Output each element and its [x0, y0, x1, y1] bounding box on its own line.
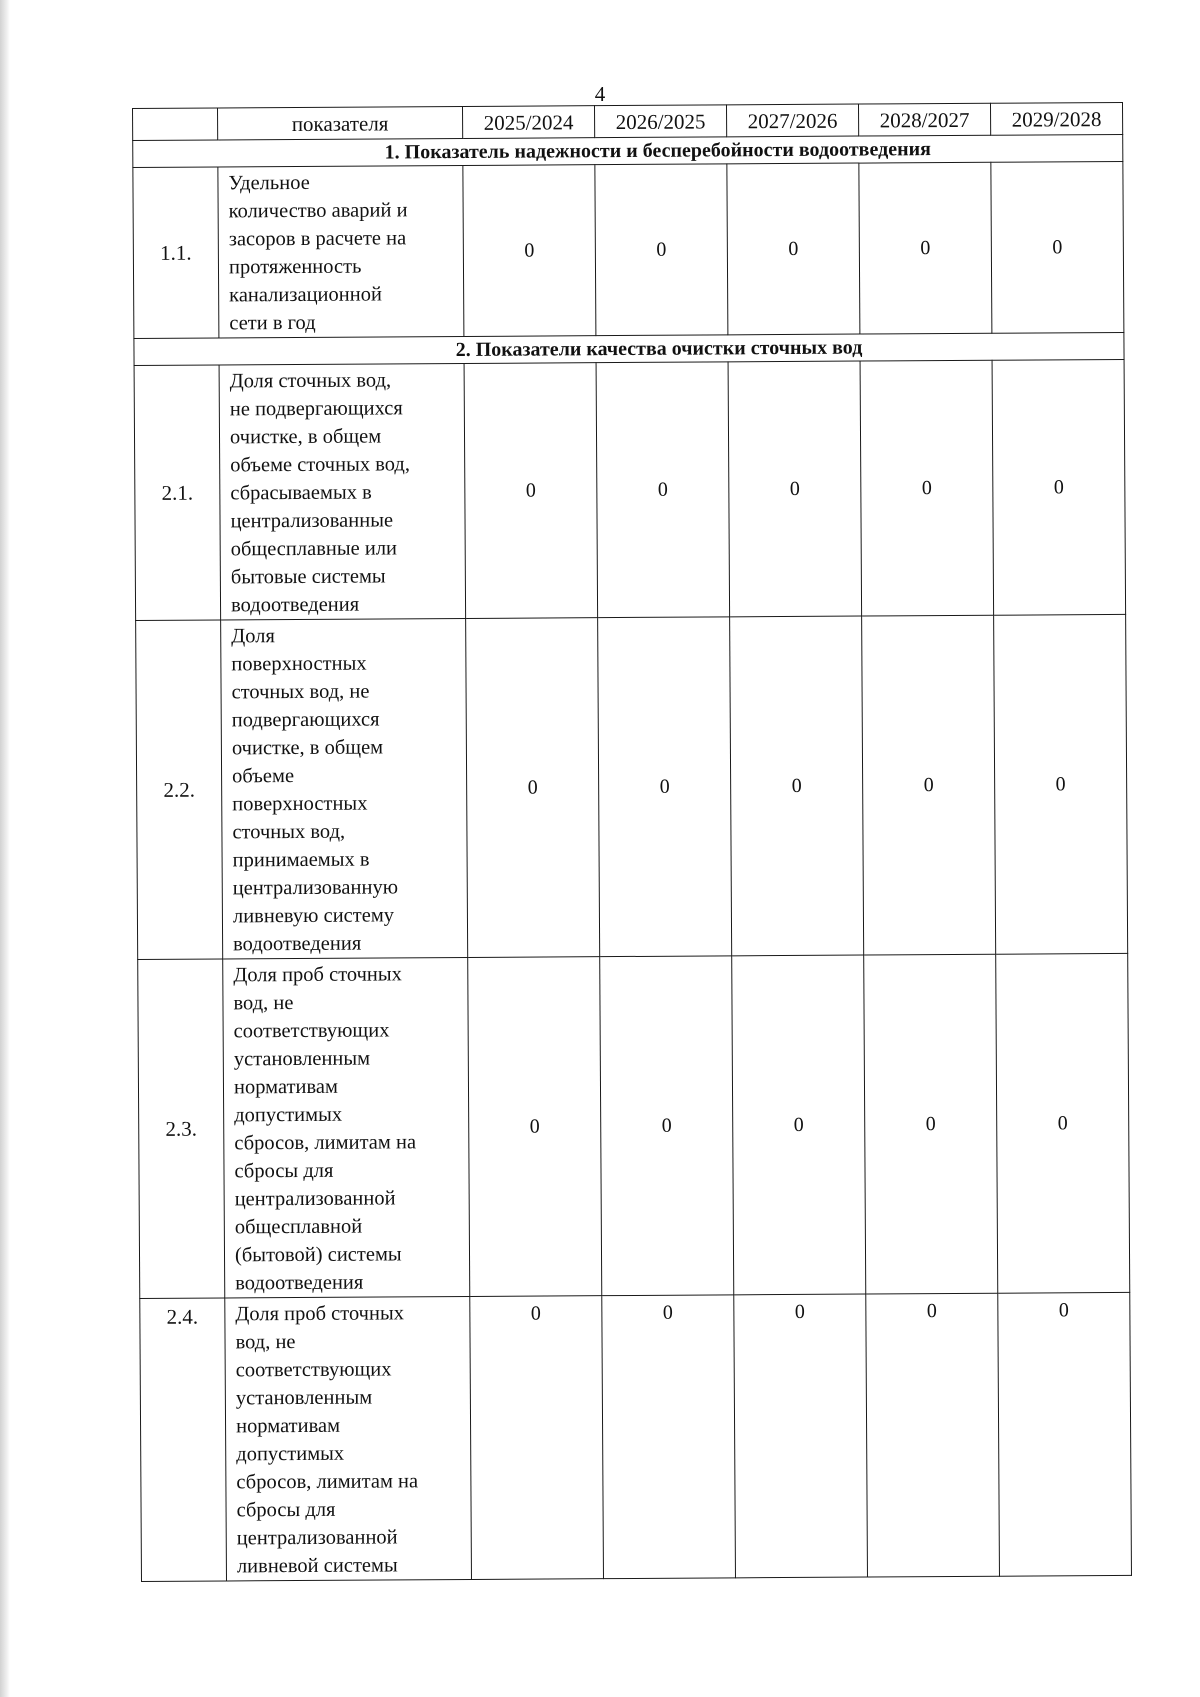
indicator-name-line: вод, не	[235, 1331, 296, 1354]
indicator-name-line: Доля проб сточных	[233, 963, 402, 987]
indicator-name-cell	[221, 618, 468, 958]
indicator-name-cell	[218, 165, 464, 337]
header-year-cell: 2029/2028	[990, 102, 1122, 135]
table-row	[136, 614, 1128, 959]
value-cell: 0	[728, 361, 862, 617]
page-number: 4	[594, 82, 606, 106]
indicator-name-cell	[223, 957, 470, 1297]
indicator-name-line: не подвергающихся	[229, 397, 403, 421]
table-row	[134, 359, 1126, 620]
row-number-cell: 2.4.	[140, 1298, 227, 1582]
indicator-name-line: подвергающихся	[231, 708, 380, 732]
indicator-name-line: водоотведения	[235, 1271, 364, 1295]
row-number-cell: 2.3.	[138, 959, 225, 1299]
indicator-name-line: очистке, в общем	[229, 425, 382, 449]
indicator-name-line: централизованные	[230, 509, 394, 533]
indicator-name-line: сбросы для	[236, 1498, 336, 1522]
value-cell: 0	[864, 954, 998, 1294]
indicator-name-line: сточных вод, не	[231, 680, 370, 704]
header-year-cell: 2025/2024	[462, 106, 594, 139]
indicator-name-line: сбрасываемых в	[230, 481, 372, 505]
value-cell: 0	[468, 957, 602, 1297]
indicator-name-line: вод, не	[233, 992, 294, 1015]
indicator-name-line: поверхностных	[232, 792, 368, 816]
header-year-cell: 2028/2027	[858, 103, 990, 136]
table-body	[133, 102, 1132, 1581]
value-cell: 0	[602, 1295, 736, 1579]
header-year-cell: 2026/2025	[594, 105, 726, 138]
value-cell: 0	[595, 164, 728, 336]
indicator-name-line: водоотведения	[230, 593, 360, 617]
table-row	[140, 1292, 1132, 1581]
table-row	[133, 161, 1124, 338]
indicator-name-line: количество аварий и	[228, 199, 408, 223]
indicators-table	[132, 102, 1132, 1582]
value-cell: 0	[994, 614, 1128, 954]
indicator-name-line: установленным	[235, 1386, 373, 1410]
indicators-table-wrapper	[132, 102, 1131, 1582]
indicator-name-line: засоров в расчете на	[228, 227, 407, 251]
indicator-name-line: Доля	[231, 625, 275, 648]
indicator-name-line: бытовые системы	[230, 565, 386, 589]
indicator-name-line: Доля проб сточных	[235, 1302, 405, 1326]
value-cell: 0	[730, 616, 864, 956]
indicator-name-line: нормативам	[235, 1414, 341, 1438]
indicator-name-line: допустимых	[234, 1103, 343, 1127]
section-title: 2. Показатели качества очистки сточных вод	[134, 332, 1124, 365]
indicator-name-line: сбросов, лимитам на	[234, 1131, 417, 1155]
indicator-name-line: общесплавной	[234, 1215, 363, 1239]
value-cell: 0	[998, 1292, 1132, 1576]
value-cell: 0	[992, 359, 1126, 615]
indicator-name-line: общесплавные или	[230, 537, 398, 561]
value-cell: 0	[466, 618, 600, 958]
indicator-name-line: объеме сточных вод,	[230, 453, 411, 477]
value-cell: 0	[859, 162, 992, 334]
row-number-cell: 2.1.	[134, 365, 221, 621]
indicator-name-line: очистке, в общем	[231, 736, 384, 760]
indicator-name-line: сбросов, лимитам на	[236, 1470, 419, 1494]
value-cell: 0	[596, 362, 730, 618]
indicator-name-line: установленным	[233, 1047, 371, 1071]
value-cell: 0	[598, 617, 732, 957]
indicator-name-line: соответствующих	[233, 1019, 390, 1043]
indicator-name-cell	[219, 363, 466, 619]
row-number-cell: 1.1.	[133, 167, 219, 339]
indicator-name-line: водоотведения	[233, 932, 362, 956]
value-cell: 0	[734, 1294, 868, 1578]
value-cell: 0	[991, 161, 1124, 333]
section-title: 1. Показатель надежности и бесперебойности водоотведения	[133, 134, 1123, 167]
scan-edge	[0, 0, 10, 1697]
value-cell: 0	[464, 363, 598, 619]
table-row	[138, 953, 1130, 1298]
value-cell: 0	[862, 615, 996, 955]
indicator-name-line: централизованной	[236, 1526, 398, 1550]
value-cell: 0	[600, 956, 734, 1296]
indicator-name-line: протяженность	[228, 255, 362, 279]
indicator-name-line: Доля сточных вод,	[229, 369, 392, 393]
value-cell: 0	[996, 953, 1130, 1293]
value-cell: 0	[732, 955, 866, 1295]
value-cell: 0	[463, 165, 596, 337]
indicator-name-cell	[225, 1296, 472, 1580]
value-cell: 0	[470, 1296, 604, 1580]
indicator-name-line: поверхностных	[231, 652, 367, 676]
indicator-name-line: ливневую систему	[232, 904, 395, 928]
indicator-name-line: сбросы для	[234, 1159, 334, 1183]
indicator-name-line: сточных вод,	[232, 820, 346, 844]
value-cell: 0	[727, 163, 860, 335]
header-num-cell	[133, 108, 218, 141]
value-cell: 0	[860, 360, 994, 616]
value-cell: 0	[866, 1293, 1000, 1577]
indicator-name-line: нормативам	[233, 1075, 339, 1099]
indicator-name-line: принимаемых в	[232, 848, 370, 872]
indicator-name-line: централизованной	[234, 1187, 396, 1211]
indicator-name-line: централизованную	[232, 876, 399, 900]
header-name-cell: показателя	[218, 106, 463, 139]
row-number-cell: 2.2.	[136, 620, 223, 960]
indicator-name-line: Удельное	[228, 171, 310, 195]
indicator-name-line: соответствующих	[235, 1358, 392, 1382]
indicator-name-line: канализационной	[229, 283, 382, 307]
indicator-name-line: допустимых	[236, 1442, 345, 1466]
indicator-name-line: объеме	[232, 765, 295, 788]
header-year-cell: 2027/2026	[726, 104, 858, 137]
indicator-name-line: (бытовой) системы	[234, 1243, 402, 1267]
indicator-name-line: ливневой системы	[236, 1554, 398, 1578]
indicator-name-line: сети в год	[229, 311, 316, 335]
